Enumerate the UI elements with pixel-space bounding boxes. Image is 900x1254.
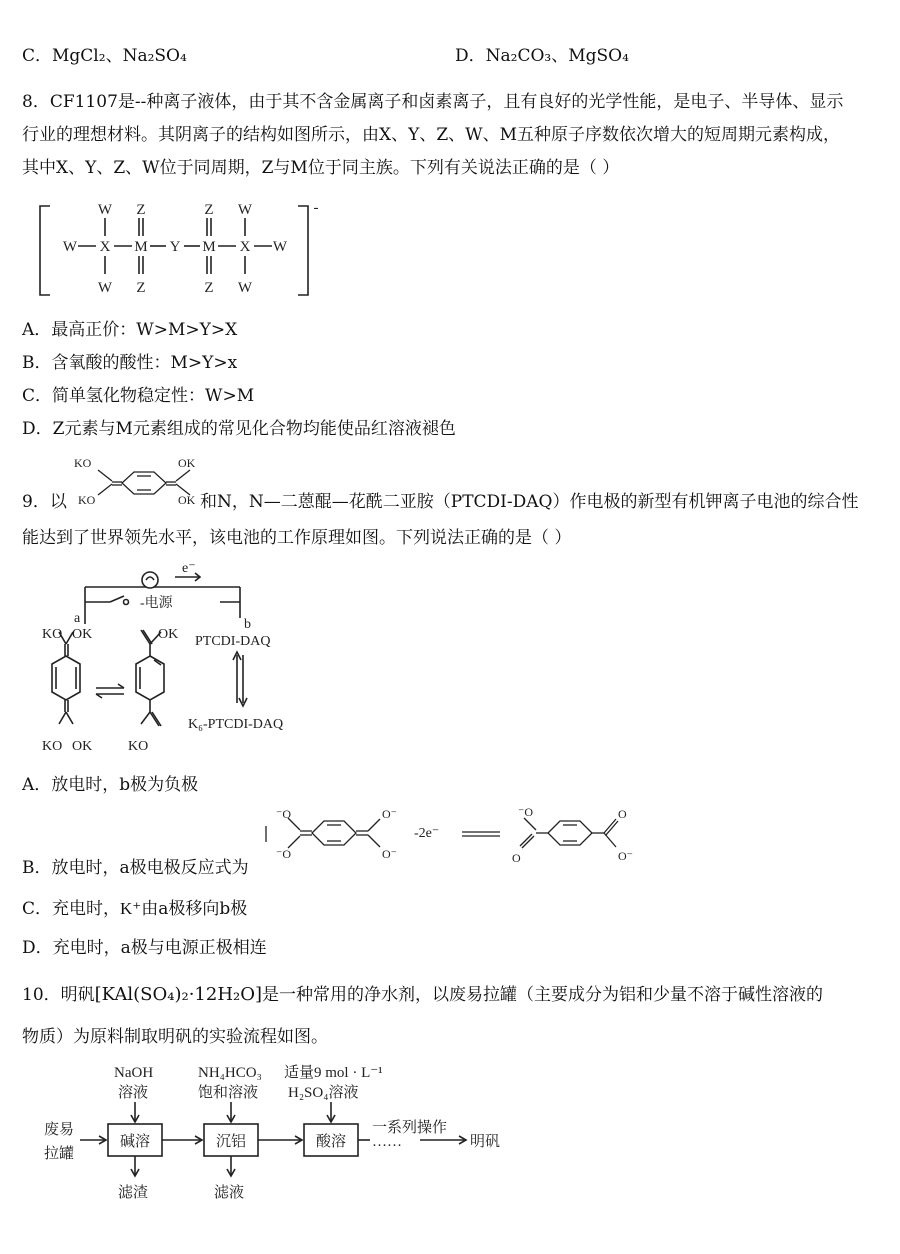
label-ok: OK	[72, 739, 93, 754]
q10-prefix: 10．明矾	[22, 985, 95, 1005]
label-ko: KO	[128, 739, 149, 754]
q10-stem-line2: 物质）为原料制取明矾的实验流程如图。	[22, 1027, 328, 1047]
electrode-a-label: a	[74, 611, 81, 626]
label-ok: OK	[178, 456, 196, 470]
atom-m: M	[202, 239, 216, 255]
option-text: Na₂CO₃、MgSO₄	[485, 46, 629, 66]
svg-text:⁻O: ⁻O	[276, 807, 291, 821]
electron-loss-label: -2e⁻	[414, 826, 440, 841]
label-ko: KO	[42, 627, 63, 642]
q8-option-c: C．简单氢化物稳定性：W>M	[22, 386, 255, 406]
q9-option-a: A．放电时，b极为负极	[22, 775, 199, 795]
svg-text:O⁻: O⁻	[382, 807, 397, 821]
atom-w: W	[97, 280, 113, 296]
label-ko: KO	[74, 456, 92, 470]
alum-formula: [KAl(SO₄)₂·12H₂O]	[94, 984, 263, 1005]
reagent-h2so4-solution: H₂SO₄溶液	[288, 1085, 359, 1101]
q9-stem-line2: 能达到了世界领先水平，该电池的工作原理如图。下列说法正确的是（ ）	[22, 528, 572, 548]
electron-label: e⁻	[182, 561, 196, 576]
q8-option-b: B．含氧酸的酸性：M>Y>x	[22, 353, 238, 373]
atom-m: M	[134, 239, 148, 255]
step-precipitate-al: 沉铝	[216, 1134, 247, 1150]
svg-text:O⁻: O⁻	[382, 847, 397, 861]
label-ko: KO	[78, 493, 96, 507]
atom-z: Z	[204, 280, 214, 296]
potassium-ion: K⁺	[120, 899, 142, 918]
step-acid-dissolve: 酸溶	[316, 1134, 347, 1150]
svg-text:O: O	[618, 807, 627, 821]
reagent-nh4hco3-saturated: 饱和溶液	[198, 1085, 259, 1101]
q8-option-a: A．最高正价：W>M>Y>X	[22, 320, 238, 340]
option-c-tail: 由a极移向b极	[141, 899, 248, 919]
label-ko: KO	[42, 739, 63, 754]
atom-y: Y	[169, 239, 181, 255]
svg-text:⁻O: ⁻O	[518, 805, 533, 819]
power-source-label: -电源	[140, 596, 173, 611]
option-text: MgCl₂、Na₂SO₄	[52, 46, 187, 66]
q8-stem-line1: 8．CF1107是--种离子液体，由于其不含金属离子和卤素离子，且有良好的光学性能，是电子、半导体、显示	[22, 92, 844, 112]
label-ok: OK	[158, 627, 179, 642]
q8-option-d: D．Z元素与M元素组成的常见化合物均能使品红溶液褪色	[22, 419, 456, 439]
option-c-prefix: C．充电时，	[22, 899, 121, 919]
q9-option-b: B．放电时，a极电极反应式为	[22, 858, 249, 878]
atom-z: Z	[136, 202, 146, 218]
q9-stem-line1: 和N，N—二蒽醌—花酰二亚胺（PTCDI-DAQ）作电极的新型有机钾离子电池的综合性	[200, 492, 859, 512]
svg-text:O: O	[512, 851, 521, 865]
atom-w: W	[237, 280, 253, 296]
atom-w: W	[62, 239, 78, 255]
ellipsis: ……	[372, 1134, 402, 1150]
atom-w: W	[237, 202, 253, 218]
atom-z: Z	[204, 202, 214, 218]
option-label: C．	[22, 46, 53, 66]
output-residue: 滤渣	[118, 1185, 149, 1201]
ptcdi-label: PTCDI-DAQ	[195, 634, 271, 649]
label-ok: OK	[178, 493, 196, 507]
q9-option-d: D．充电时，a极与电源正极相连	[22, 938, 267, 958]
svg-text:O⁻: O⁻	[618, 849, 633, 863]
svg-text:⁻O: ⁻O	[276, 847, 291, 861]
step-alkali-dissolve: 碱溶	[120, 1134, 151, 1150]
q10-tail: 是一种常用的净水剂，以废易拉罐（主要成分为铝和少量不溶于碱性溶液的	[262, 985, 824, 1005]
label-ok: OK	[72, 627, 93, 642]
reagent-h2so4-amount: 适量9 mol · L⁻¹	[284, 1065, 383, 1081]
start-material-line1: 废易	[44, 1122, 75, 1138]
atom-x: X	[239, 239, 251, 255]
option-label: D．	[455, 46, 486, 66]
reagent-naoh: NaOH	[114, 1065, 154, 1081]
electrode-b-label: b	[244, 617, 251, 632]
reagent-nh4hco3: NH₄HCO₃	[198, 1065, 262, 1081]
atom-w: W	[272, 239, 288, 255]
atom-x: X	[99, 239, 111, 255]
series-operations: 一系列操作	[372, 1120, 448, 1136]
atom-z: Z	[136, 280, 146, 296]
reagent-naoh-solution: 溶液	[118, 1085, 149, 1101]
output-filtrate: 滤液	[214, 1185, 245, 1201]
k6-ptcdi-label: K₆-PTCDI-DAQ	[188, 717, 284, 732]
q8-stem-line2: 行业的理想材料。其阴离子的结构如图所示，由X、Y、Z、W、M五种原子序数依次增大的短周期元素构成，	[22, 125, 841, 145]
start-material-line2: 拉罐	[44, 1146, 75, 1162]
anion-charge: -	[313, 200, 319, 216]
atom-w: W	[97, 202, 113, 218]
product-alum: 明矾	[470, 1134, 501, 1150]
q9-stem-prefix: 9．以	[22, 492, 67, 512]
q8-stem-line3: 其中X、Y、Z、W位于同周期，Z与M位于同主族。下列有关说法正确的是（ ）	[22, 158, 620, 178]
